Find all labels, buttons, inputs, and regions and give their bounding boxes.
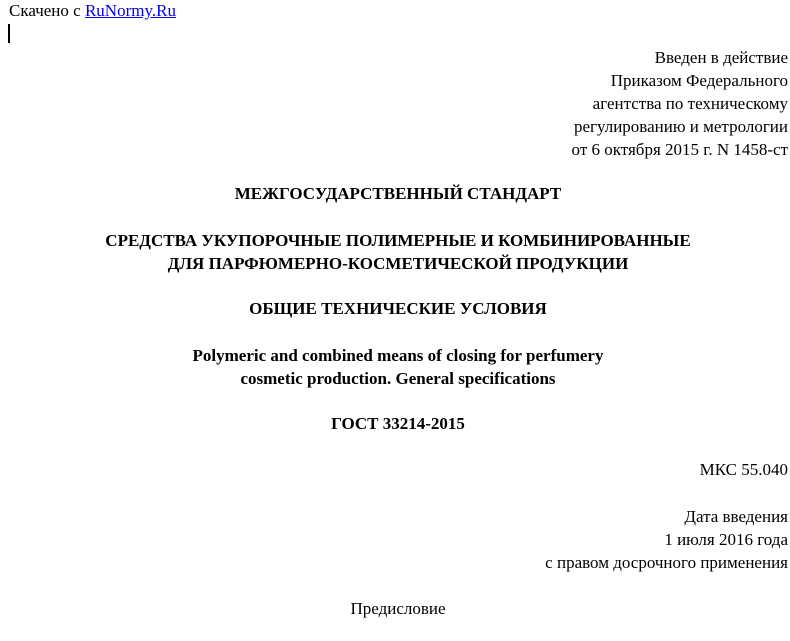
title-en-line: cosmetic production. General specifications [240,369,556,388]
subtitle-ru [0,297,790,320]
enactment-line: от 6 октября 2015 г. N 1458-ст [571,140,788,159]
designation-text: ГОСТ 33214-2015 [331,414,465,433]
effective-date-line: с правом досрочного применения [545,553,788,572]
title-en [0,344,790,390]
title-ru-line: ДЛЯ ПАРФЮМЕРНО-КОСМЕТИЧЕСКОЙ ПРОДУКЦИИ [167,254,629,273]
standard-type-text: МЕЖГОСУДАРСТВЕННЫЙ СТАНДАРТ [234,184,562,203]
enactment-line: Введен в действие [654,48,788,67]
enactment-line: агентства по техническому [592,94,788,113]
enactment-line: регулированию и метрологии [573,117,788,136]
title-ru [0,229,790,275]
effective-date-line: 1 июля 2016 года [664,530,788,549]
source-prefix: Скачено с [9,1,85,20]
effective-date-block [545,505,788,574]
mks-code: МКС 55.040 [699,460,788,479]
standard-type-heading [0,182,790,205]
runormy-link[interactable]: RuNormy.Ru [84,1,176,20]
title-en-line: Polymeric and combined means of closing for perfumery [192,346,604,365]
effective-date-line: Дата введения [684,507,788,526]
preface-heading: Предисловие [350,599,446,618]
enactment-line: Приказом Федерального [610,71,788,90]
designation-heading [0,412,790,435]
enactment-block [572,46,788,161]
text-cursor [8,24,10,43]
title-ru-line: СРЕДСТВА УКУПОРОЧНЫЕ ПОЛИМЕРНЫЕ И КОМБИНИРОВАННЫЕ [105,231,691,250]
subtitle-ru-text: ОБЩИЕ ТЕХНИЧЕСКИЕ УСЛОВИЯ [249,299,547,318]
source-line [9,1,176,21]
